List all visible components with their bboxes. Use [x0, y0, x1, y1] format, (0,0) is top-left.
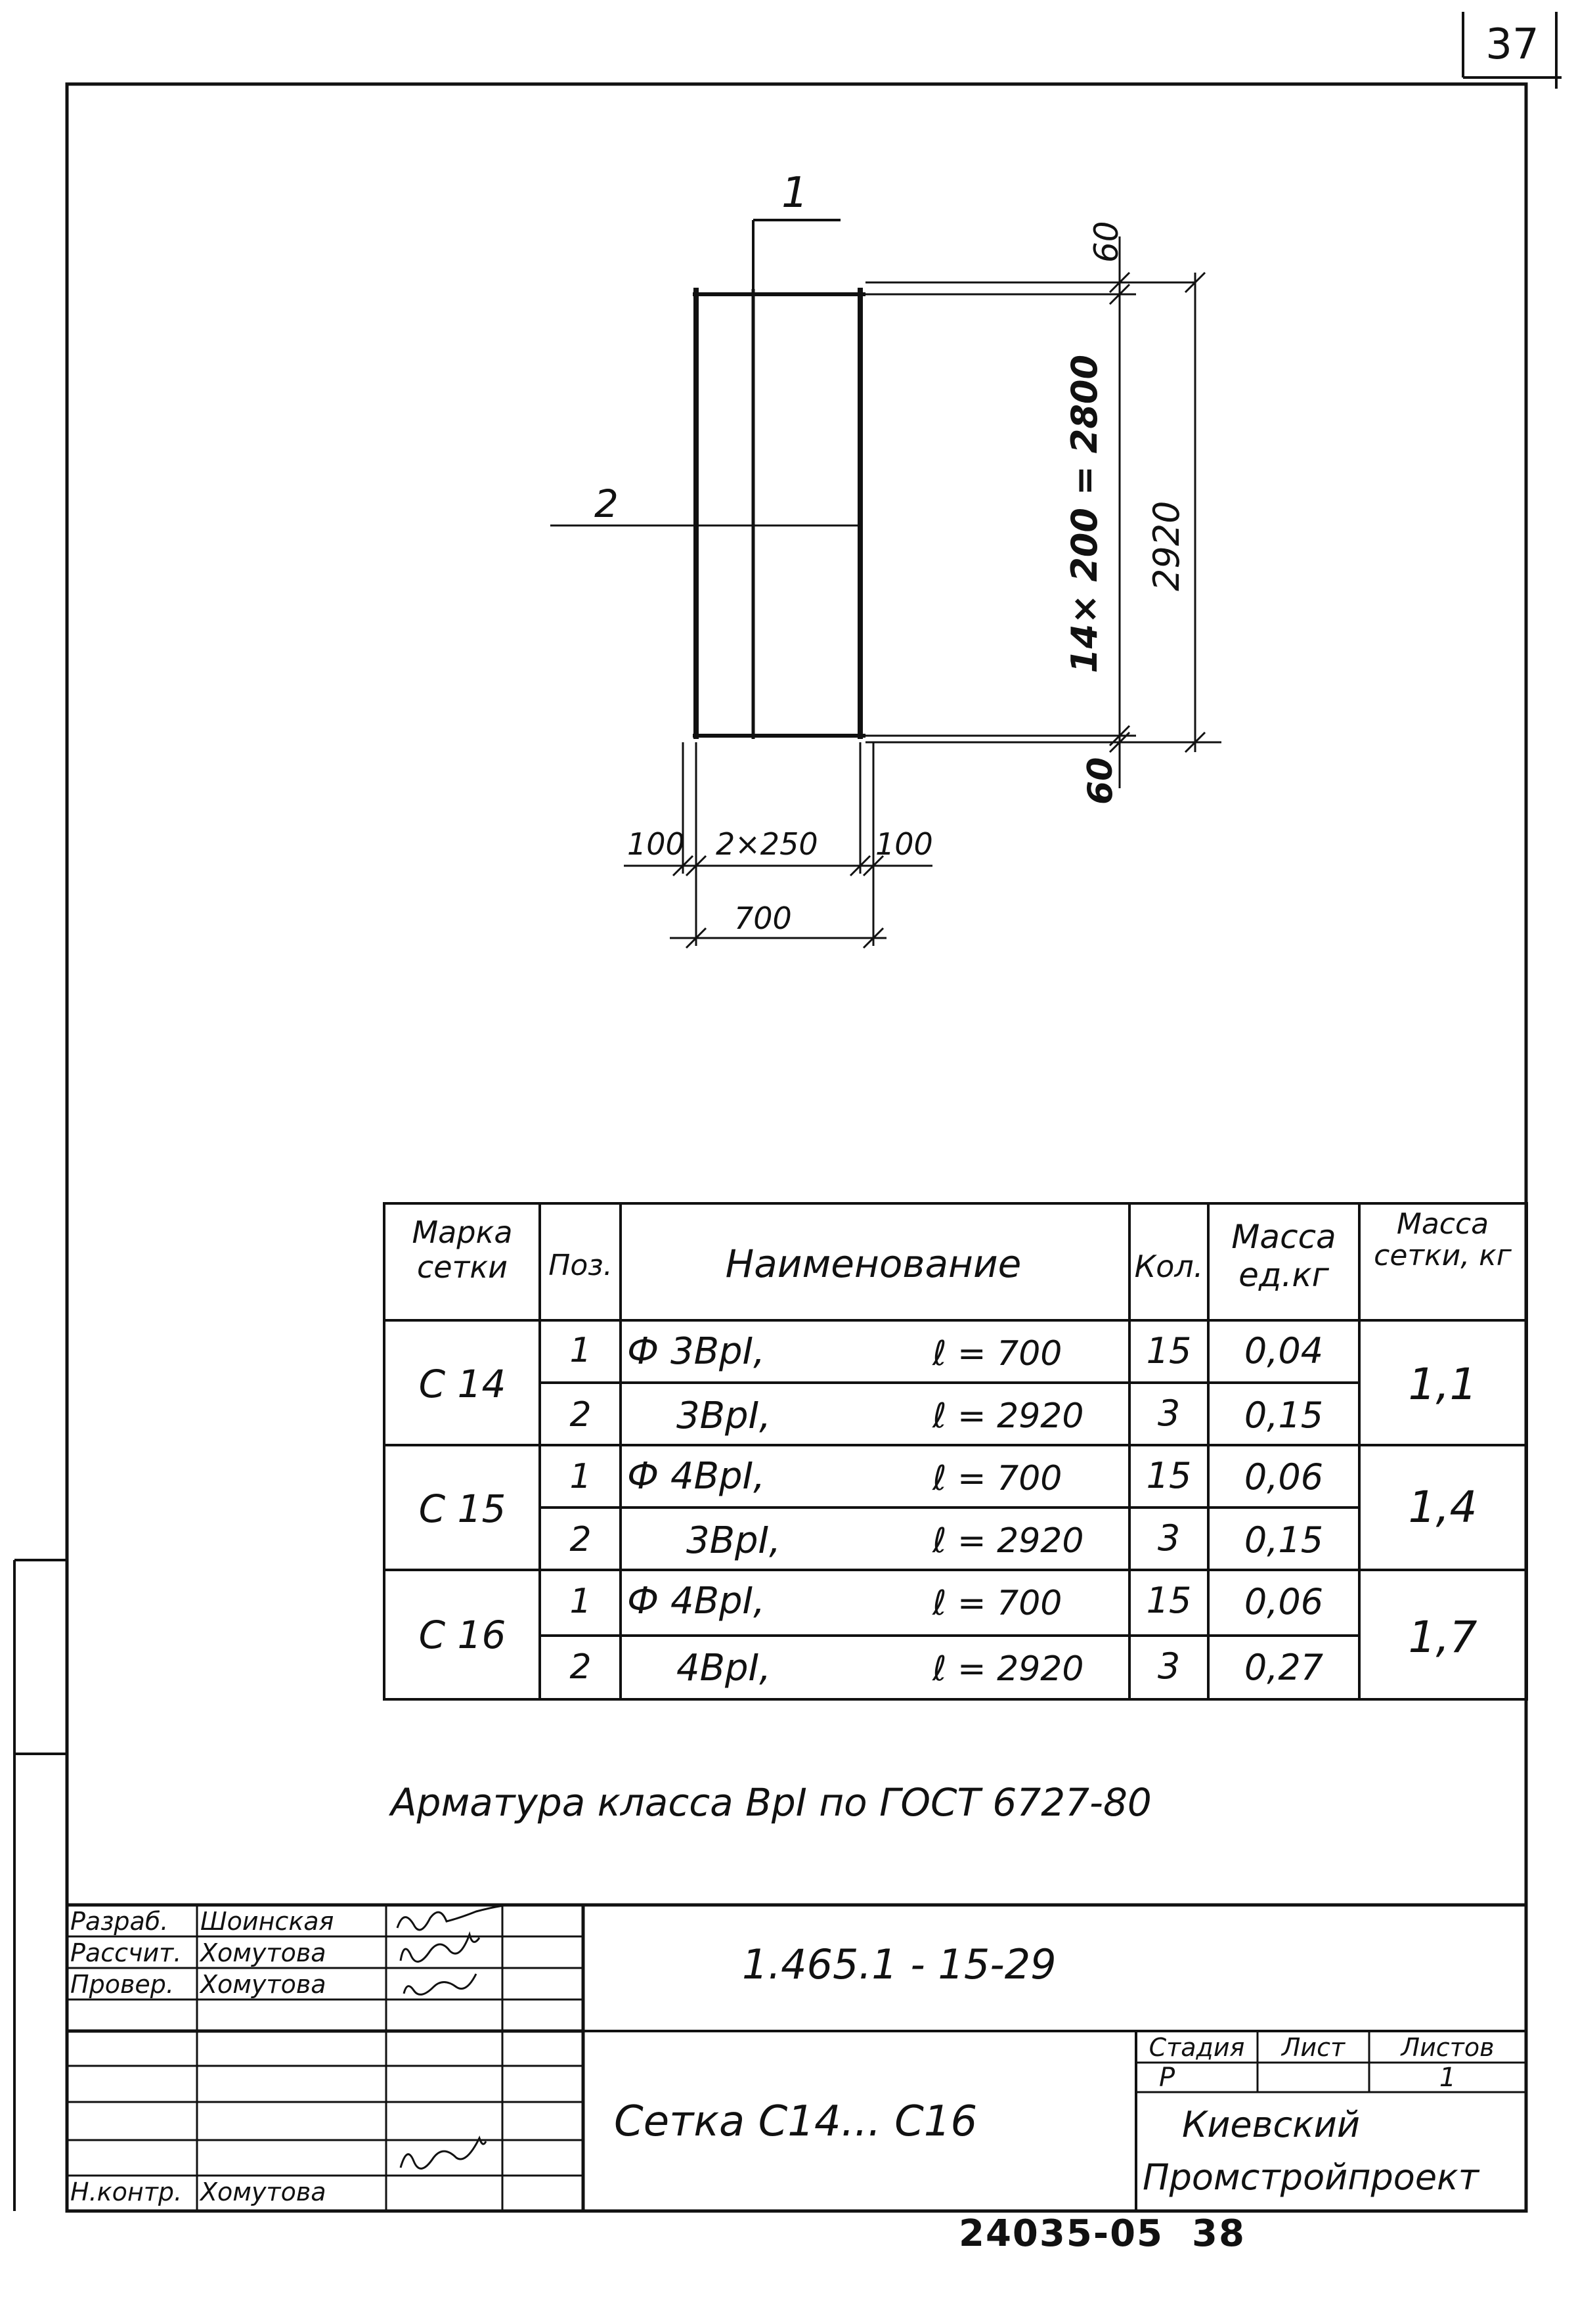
signatures	[397, 1905, 509, 2168]
dim-spacing-label: 14× 200 = 2800	[1064, 354, 1105, 673]
stage-label: Стадия	[1149, 2033, 1245, 2062]
designation: 1.465.1 - 15-29	[742, 1940, 1057, 1988]
header-pos: Поз.	[548, 1249, 613, 1282]
signature-scribble	[401, 1934, 479, 1961]
row-unit-mass: 0,04	[1244, 1330, 1324, 1372]
sheet-frame	[67, 84, 1526, 2211]
header-unit-mass: Масса ед.кг	[1231, 1218, 1336, 1294]
row-length: ℓ = 2920	[932, 1521, 1084, 1561]
row-name: Ф 3ВрI,	[627, 1330, 765, 1373]
group-mark: С 16	[418, 1613, 506, 1657]
sheet-label: Лист	[1281, 2033, 1346, 2062]
row-qty: 15	[1146, 1455, 1192, 1496]
organization-line1: Киевский	[1182, 2104, 1360, 2145]
sheets-label: Листов	[1401, 2033, 1495, 2062]
organization-line2: Промстройпроект	[1143, 2156, 1479, 2198]
position-mark: 2	[594, 481, 619, 526]
row-name: 3ВрI,	[686, 1519, 781, 1562]
sheets-value: 1	[1439, 2063, 1456, 2093]
row-unit-mass: 0,06	[1244, 1581, 1324, 1622]
row-length: ℓ = 700	[932, 1459, 1062, 1498]
signature-scribble	[404, 1974, 476, 1994]
dim-right-margin-label: 100	[875, 826, 933, 862]
group-mark: С 14	[418, 1362, 506, 1406]
row-length: ℓ = 2920	[932, 1397, 1084, 1436]
row-pos: 2	[569, 1647, 592, 1687]
row-qty: 15	[1146, 1330, 1192, 1372]
group-grid-mass: 1,1	[1408, 1359, 1478, 1410]
dim-left-margin-label: 100	[627, 826, 685, 862]
row-name: Ф 4ВрI,	[627, 1455, 765, 1498]
role-label: Н.контр.	[70, 2178, 183, 2206]
row-length: ℓ = 2920	[932, 1649, 1084, 1689]
row-pos: 1	[569, 1582, 592, 1621]
row-qty: 3	[1157, 1393, 1181, 1434]
role-label: Рассчит.	[70, 1938, 182, 1967]
doc-number: 24035-05	[959, 2212, 1164, 2255]
dim-total-width-label: 700	[734, 901, 792, 936]
row-unit-mass: 0,15	[1244, 1395, 1324, 1436]
reinforcement-note: Арматура класса ВрI по ГОСТ 6727-80	[391, 1780, 1152, 1825]
row-name: Ф 4ВрI,	[627, 1580, 765, 1622]
signature-scribble	[397, 1905, 509, 1930]
row-pos: 1	[569, 1457, 592, 1496]
role-name: Хомутова	[200, 1938, 326, 1967]
role-name: Хомутова	[200, 2178, 326, 2206]
row-unit-mass: 0,06	[1244, 1456, 1324, 1498]
row-name: 4ВрI,	[676, 1647, 771, 1689]
header-grid-mass: Масса сетки, кг	[1374, 1207, 1512, 1273]
group-mark: С 15	[418, 1486, 506, 1531]
dim-mid-label: 2×250	[716, 826, 818, 862]
row-pos: 1	[569, 1331, 592, 1370]
doc-number-line	[959, 2212, 1246, 2255]
row-pos: 2	[569, 1395, 592, 1435]
page-number: 38	[1192, 2212, 1246, 2255]
row-qty: 3	[1157, 1517, 1181, 1559]
row-qty: 15	[1146, 1580, 1192, 1621]
header-mark: Марка сетки	[412, 1215, 513, 1285]
role-label: Провер.	[70, 1970, 174, 1999]
row-length: ℓ = 700	[932, 1334, 1062, 1374]
dim-bottom-label: 60	[1081, 757, 1120, 805]
role-name: Хомутова	[200, 1970, 326, 1999]
row-length: ℓ = 700	[932, 1584, 1062, 1623]
dim-top-label: 60	[1087, 221, 1126, 263]
row-unit-mass: 0,15	[1244, 1519, 1324, 1561]
row-pos: 2	[569, 1520, 592, 1559]
role-name: Шоинская	[200, 1907, 334, 1936]
header-qty: Кол.	[1134, 1249, 1204, 1284]
row-name: 3ВрI,	[676, 1395, 771, 1437]
row-qty: 3	[1157, 1645, 1181, 1687]
stage-value: Р	[1159, 2063, 1175, 2093]
row-unit-mass: 0,27	[1244, 1647, 1324, 1688]
header-name: Наименование	[725, 1241, 1022, 1286]
drawing-title: Сетка С14... С16	[614, 2097, 978, 2146]
signature-scribble	[401, 2138, 486, 2168]
sheet-number: 37	[1485, 20, 1539, 69]
group-grid-mass: 1,7	[1408, 1612, 1478, 1663]
section-mark: 1	[781, 169, 808, 217]
role-label: Разраб.	[70, 1907, 169, 1936]
group-grid-mass: 1,4	[1408, 1482, 1478, 1532]
dim-total-height-label: 2920	[1146, 501, 1187, 591]
